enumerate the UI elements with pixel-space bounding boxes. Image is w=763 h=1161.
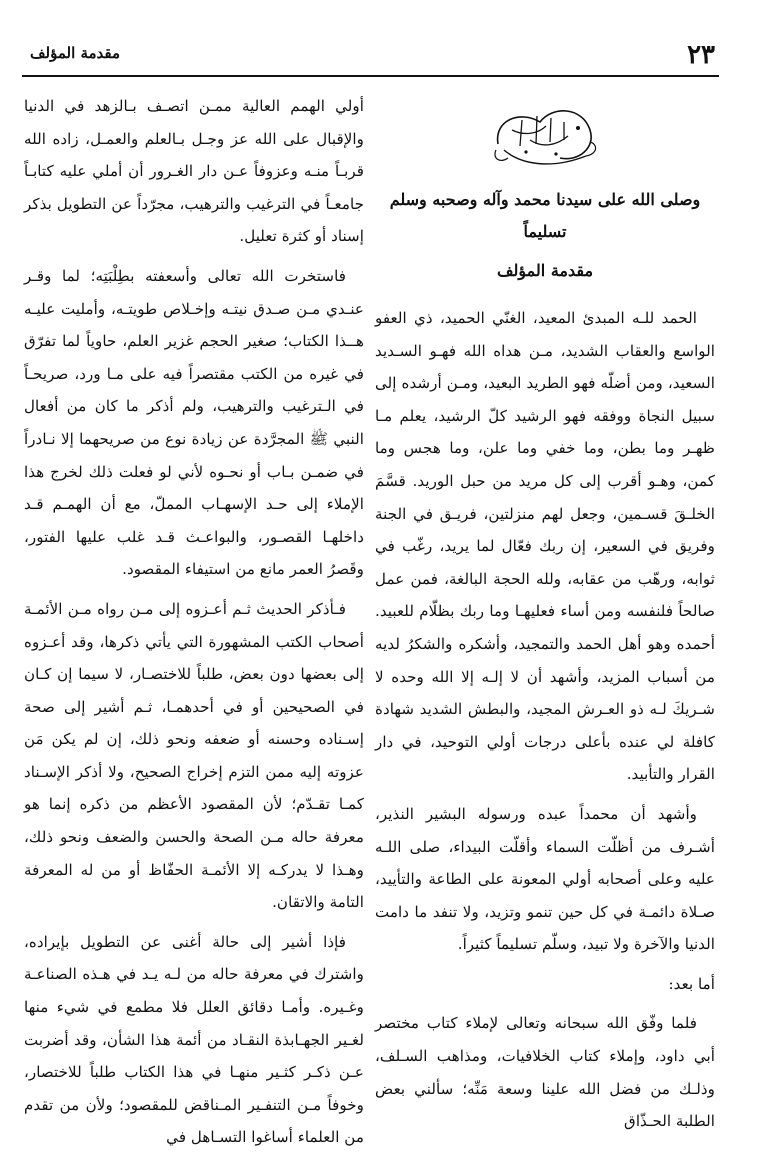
calligraphic-basmala-icon: [490, 100, 600, 178]
opening-salutation: وصلى الله على سيدنا محمد وآله وصحبه وسلم تسليماً: [389, 190, 701, 241]
paragraph: فإذا أشير إلى حالة أغنى عن التطويل بإيراده، واشترك في معرفة حاله من لـه يـد في هـذه الصناعـة وغـيره. وأمـا دقائق العلل فلا مطمع في شيء منها لغـير الجهـابذة النقـاد من أئمة هذا الشأن، وقد أضربت عـن ذكـر كثـير منهـا في هذا الكتاب طلباً للاختصار، وخوفاً مـن التنفـير المـناقض للمقصود؛ ولأن من تقدم من العلماء أساغوا التسـاهل في: [24, 932, 364, 1147]
paragraph: فاستخرت الله تعالى وأسعفته بطِلْبَتِه؛ لما وقـر عنـدي مـن صـدق نيتـه وإخـلاص طويتـه، وأمليت عليـه هــذا الكتاب؛ صغير الحجم غزير العلم، حاوياً لما تفرّق في غيره من الكتب مقتصراً فيه على مـا ورد، صريحـاً في الـترغيب والترهيب، ولم أذكر ما كان من أفعال النبي ﷺ المجرَّدة عن زيادة نوع من صريحهما إلا نـادراً في ضمـن بـاب أو نحـوه لأني لو فعلت ذلك لخرج هذا الإملاء إلى حـد الإسهـاب المملّ، مع أن الهمـم قـد داخلهـا القصـور، والبواعـث قـد غلب عليها الفتور، وقَصرُ العمر مانع من استيفاء المقصود.: [24, 266, 364, 579]
left-column: [24, 90, 364, 1161]
running-head: مقدمة المؤلف: [30, 44, 121, 62]
paragraph: فـأذكر الحديث ثـم أعـزوه إلى مـن رواه مـن الأئمـة أصحاب الكتب المشهورة التي يأتي ذكرها، وقد أعـزوه إلى بعضها دون بعض، طلباً للاختصـار، لا سيما إن كـان في الصحيحين أو في أحدهمـا، ثـم أشير إلى صحة إسـناده وحسنه أو ضعفه ونحو ذلك، إن لم يكن مَن عزوته إليه ممن التزم إخراج الصحيح، ولا أذكر الإسـناد كمـا تقـدّم؛ لأن المقصود الأعظم من ذكره إنما هو معرفة حاله مـن الصحة والحسن والضعف ونحو ذلك، وهـذا لا يدركـه إلا الأئمـة الحفّاظ أو من له المعرفة التامة والاتقان.: [24, 599, 364, 912]
paragraph: وأشهد أن محمداً عبده ورسوله البشير النذير، أشـرف من أظلّت السماء وأقلّت البيداء، صلى اللـه عليه وعلى أصحابه أولي المعونة على الطاعة والتأييد، صـلاة دائمـة في كل حين تنمو وتزيد، ولا تنفد ما دامت الدنيا والآخرة ولا تبيد، وسلّم تسليماً كثيراً.: [375, 804, 715, 954]
section-title: مقدمة المؤلف: [496, 261, 594, 280]
paragraph: الحمد للـه المبدئ المعيد، الغنّي الحميد، ذي العفو الواسع والعقاب الشديد، مـن هداه الله فهـو السـديد السعيد، ومن أضلّه فهو الطريد البعيد، ومـن أرشده إلى سبيل النجاة ووفقه فهو الرشيد كلّ الرشيد، يعلم مـا ظهـر وما بطن، وما خفي وما علن، وما هجس وما كمن، وهـو أقرب إلى كل مريد من حبل الوريد. قسَّمَ الخلـقَ قسـمين، وجعل لهم منزلتين، فريـق في الجنة وفريق في السعير، إن ربك فعّال لما يريد، رغّب في ثوابه، ورهّب من عقابه، ولله الحجة البالغة، فمن عمل صالحاً فلنفسه ومن أساء فعليهـا وما ربك بظلّام للعبيد. أحمده وهو أهل الحمد والتمجيد، وأشكره والشكرُ لديه من أسباب المزيد، وأشهد أن لا إلـه إلا الله وحده لا شـريكَ لـه ذو العـرش المجيد، والبطش الشديد شهادة كافلة لي عنده بأعلى درجات أولي التوحيد، في دار القرار والتأبيد.: [375, 309, 715, 784]
paragraph: أما بعد:: [668, 974, 715, 993]
right-column: [375, 90, 715, 1145]
page-number: ٢٣: [687, 40, 715, 70]
paragraph: فلما وفّق الله سبحانه وتعالى لإملاء كتاب مختصر أبي داود، وإملاء كتاب الخلافيات، ومذاهب السـلف، وذلـك من فضل الله علينا وسعة مَنِّه؛ سألني بعض الطلبة الحـذّاق: [375, 1014, 715, 1131]
paragraph: أولي الهمم العالية ممـن اتصـف بـالزهد في الدنيا والإقبال على الله عز وجـل بـالعلم والعمـل، زاده الله قربـاً منـه وعزوفاً عـن دار الغـرور أن أملي عليه كتابـاً جامعـاً في الترغيب والترهيب، مجرّداً عن التطويل بذكر إسناد أو كثرة تعليل.: [24, 97, 364, 246]
header-rule: [22, 75, 719, 77]
